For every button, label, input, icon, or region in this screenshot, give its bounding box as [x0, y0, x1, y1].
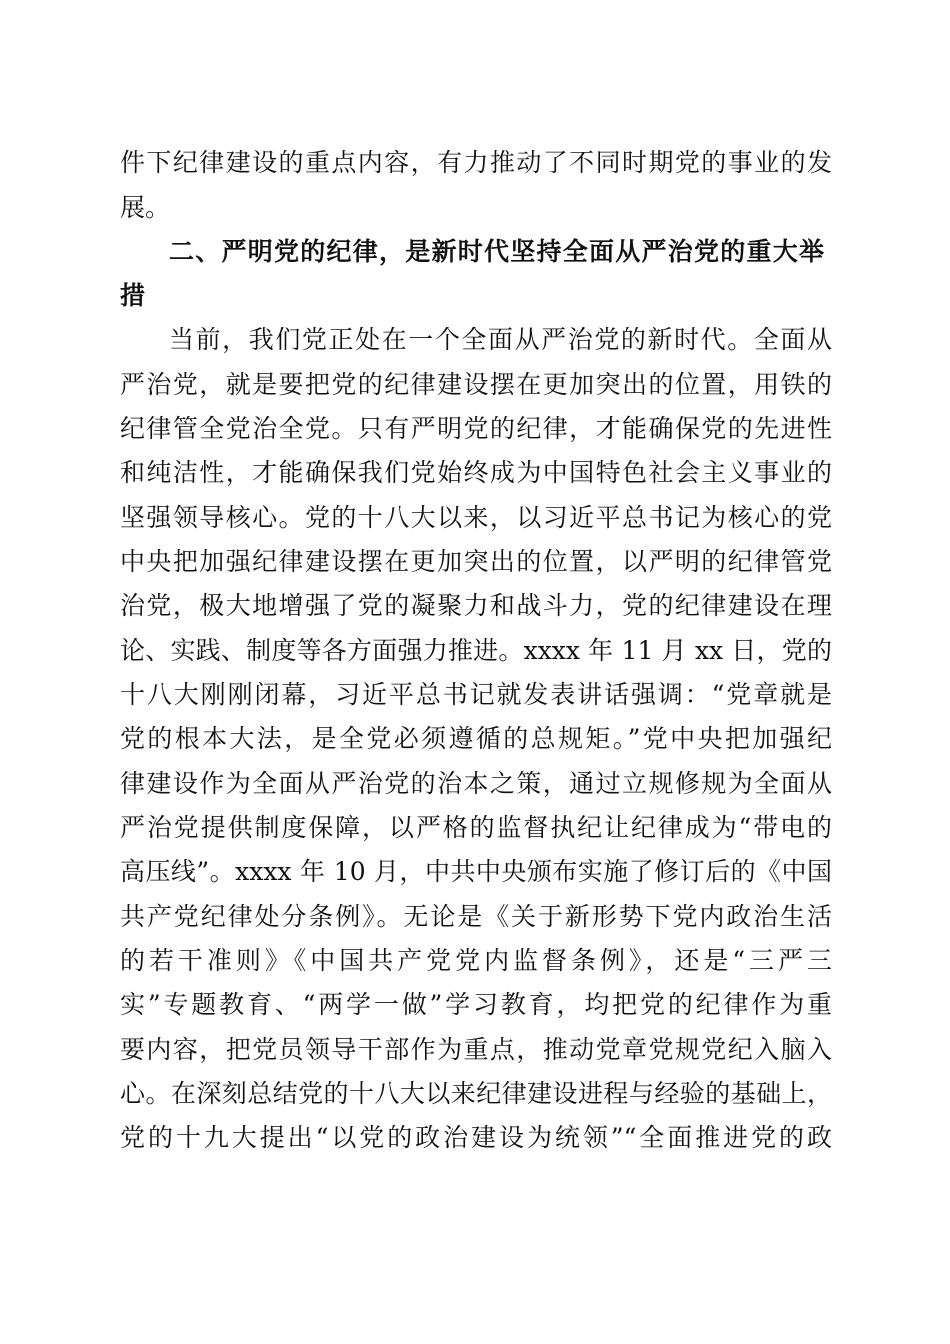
paragraph-line: 和纯洁性，才能确保我们党始终成为中国特色社会主义事业的 [120, 458, 832, 487]
paragraph-line: 党的十九大提出“以党的政治建设为统领”“全面推进党的政 [120, 1123, 832, 1152]
paragraph-line: 律建设作为全面从严治党的治本之策，通过立规修规为全面从 [120, 769, 832, 798]
paragraph-line: 论、实践、制度等各方面强力推进。xxxx 年 11 月 xx 日，党的 [120, 636, 832, 665]
paragraph-line: 的若干准则》《中国共产党党内监督条例》，还是“三严三 [120, 946, 832, 975]
paragraph-line: 严治党，就是要把党的纪律建设摆在更加突出的位置，用铁的 [120, 370, 832, 399]
paragraph-line: 高压线”。xxxx 年 10 月，中共中央颁布实施了修订后的《中国 [120, 857, 832, 886]
section-heading: 措 [120, 281, 146, 310]
paragraph-line: 共产党纪律处分条例》。无论是《关于新形势下党内政治生活 [120, 902, 832, 931]
section-heading: 二、严明党的纪律，是新时代坚持全面从严治党的重大举 [169, 237, 824, 266]
paragraph-line: 当前，我们党正处在一个全面从严治党的新时代。全面从 [169, 325, 832, 354]
paragraph-line: 展。 [120, 193, 171, 222]
paragraph-line: 件下纪律建设的重点内容，有力推动了不同时期党的事业的发 [120, 148, 832, 177]
paragraph-line: 坚强领导核心。党的十八大以来，以习近平总书记为核心的党 [120, 503, 832, 532]
paragraph-line: 实”专题教育、“两学一做”学习教育，均把党的纪律作为重 [120, 990, 832, 1019]
paragraph-line: 心。在深刻总结党的十八大以来纪律建设进程与经验的基础上， [120, 1079, 832, 1108]
paragraph-line: 中央把加强纪律建设摆在更加突出的位置，以严明的纪律管党 [120, 547, 832, 576]
paragraph-line: 严治党提供制度保障，以严格的监督执纪让纪律成为“带电的 [120, 813, 832, 842]
paragraph-line: 纪律管全党治全党。只有严明党的纪律，才能确保党的先进性 [120, 414, 832, 443]
paragraph-line: 要内容，把党员领导干部作为重点，推动党章党规党纪入脑入 [120, 1035, 832, 1064]
paragraph-line: 党的根本大法，是全党必须遵循的总规矩。”党中央把加强纪 [120, 724, 832, 753]
paragraph-line: 治党，极大地增强了党的凝聚力和战斗力，党的纪律建设在理 [120, 591, 832, 620]
paragraph-line: 十八大刚刚闭幕，习近平总书记就发表讲话强调：“党章就是 [120, 680, 832, 709]
